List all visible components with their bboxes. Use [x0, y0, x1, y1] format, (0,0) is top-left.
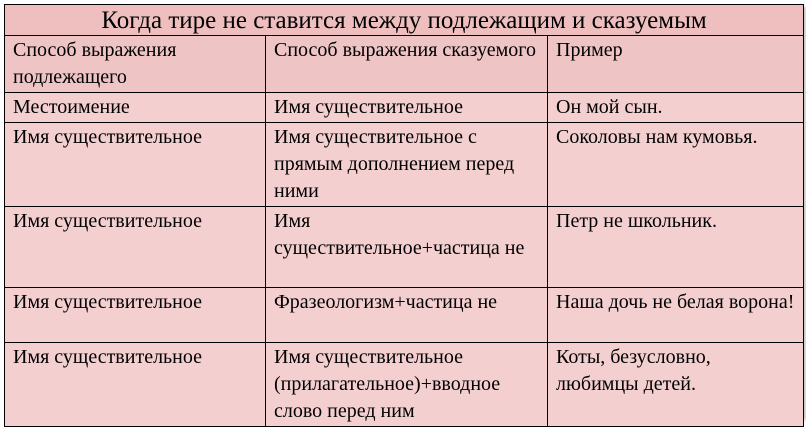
table-title: Когда тире не ставится между подлежащим и сказуемым	[5, 5, 804, 36]
cell-example: Наша дочь не белая ворона!	[548, 288, 804, 343]
header-row	[5, 36, 804, 93]
cell-subject: Местоимение	[5, 93, 266, 123]
cell-subject: Имя существительное	[5, 288, 266, 343]
cell-predicate: Фразеологизм+частица не	[266, 288, 548, 343]
header-predicate-method: Способ выражения сказуемого	[266, 36, 548, 93]
cell-predicate: Имя существительное с прямым дополнением перед ними	[266, 123, 548, 207]
header-subject-method: Способ выражения подлежащего	[5, 36, 266, 93]
cell-subject: Имя существительное	[5, 123, 266, 207]
cell-example: Он мой сын.	[548, 93, 804, 123]
cell-subject: Имя существительное	[5, 207, 266, 288]
table-row	[5, 343, 804, 427]
table-row	[5, 93, 804, 123]
table-container	[4, 4, 803, 422]
cell-predicate: Имя существительное+частица не	[266, 207, 548, 288]
table-row	[5, 123, 804, 207]
cell-example: Соколовы нам кумовья.	[548, 123, 804, 207]
title-row	[5, 5, 804, 36]
cell-subject: Имя существительное	[5, 343, 266, 427]
cell-predicate: Имя существительное (прилагательное)+вводное слово перед ним	[266, 343, 548, 427]
cell-example: Коты, безусловно, любимцы детей.	[548, 343, 804, 427]
table-row	[5, 288, 804, 343]
cell-predicate: Имя существительное	[266, 93, 548, 123]
rules-table	[4, 4, 804, 427]
table-row	[5, 207, 804, 288]
cell-example: Петр не школьник.	[548, 207, 804, 288]
header-example: Пример	[548, 36, 804, 93]
